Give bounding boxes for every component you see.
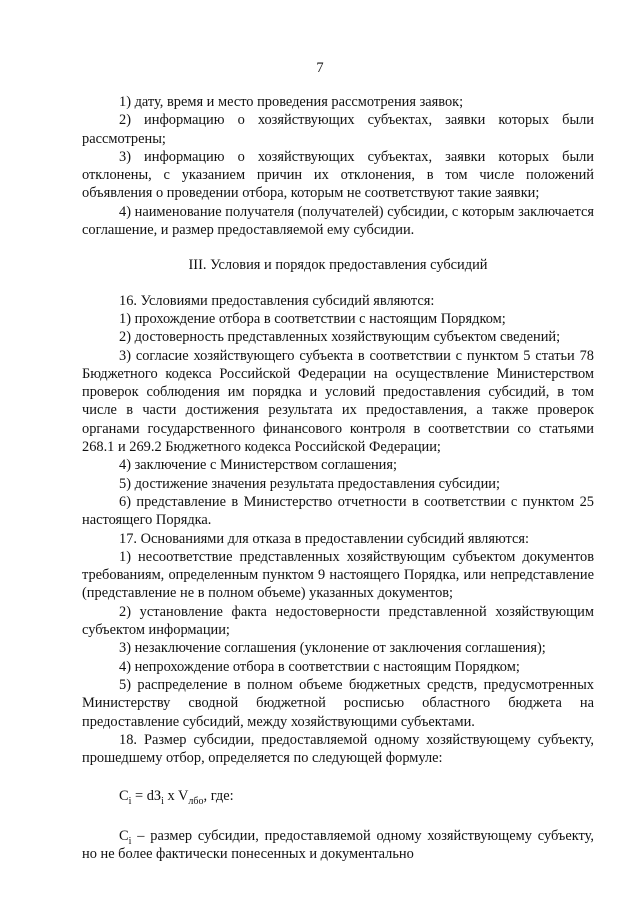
p16-item-1: 1) прохождение отбора в соответствии с настоящим Порядком; bbox=[119, 310, 506, 327]
p17-item-2: 2) установление факта недостоверности представленной хозяйствующим субъектом информации; bbox=[82, 603, 594, 639]
subsidy-formula bbox=[82, 787, 594, 808]
protocol-item-4: 4) наименование получателя (получателей) субсидии, с которым заключается соглашение, и размер предоставляемой ему субсидии. bbox=[82, 203, 594, 239]
page-number: 7 bbox=[316, 60, 324, 76]
p16-item-4: 4) заключение с Министерством соглашения; bbox=[119, 457, 397, 474]
ci-definition bbox=[82, 827, 594, 864]
p16-item-6: 6) представление в Министерство отчетности в соответствии с пунктом 25 настоящего Порядка. bbox=[82, 493, 594, 529]
protocol-item-3: 3) информацию о хозяйствующих субъектах, заявки которых были отклонены, с указанием причин их отклонения, в том числе положений объявления о проведении отбора, которым не соответствуют такие заявки; bbox=[82, 148, 594, 202]
p17-intro: 17. Основаниями для отказа в предоставлении субсидий являются: bbox=[119, 530, 529, 547]
p17-item-1: 1) несоответствие представленных хозяйствующим субъектом документов требованиям, определенным пунктом 9 настоящего Порядка, или непредставление (представление не в полном объеме) указанных документов; bbox=[82, 548, 594, 602]
formula-x: x V bbox=[163, 788, 189, 805]
p16-item-5: 5) достижение значения результата предоставления субсидии; bbox=[119, 475, 500, 492]
p18-text: 18. Размер субсидии, предоставляемой одному хозяйствующему субъекту, прошедшему отбор, определяется по следующей формуле: bbox=[82, 731, 594, 767]
p16-intro: 16. Условиями предоставления субсидий являются: bbox=[119, 292, 435, 309]
formula-c-sub: i bbox=[128, 796, 132, 808]
p17-item-5: 5) распределение в полном объеме бюджетных средств, предусмотренных Министерству сводной бюджетной росписью областного бюджета на предоставление субсидий, между хозяйствующими субъектами. bbox=[82, 676, 594, 730]
section-heading: III. Условия и порядок предоставления субсидий bbox=[188, 257, 488, 274]
document-body bbox=[82, 93, 594, 863]
p17-item-3: 3) незаключение соглашения (уклонение от заключения соглашения); bbox=[119, 640, 546, 657]
formula-dz-sub: i bbox=[161, 796, 164, 808]
p16-item-3: 3) согласие хозяйствующего субъекта в соответствии с пунктом 5 статьи 78 Бюджетного кодекса Российской Федерации на осуществление Министерством проверок соблюдения им порядка и условий предоставления субсидий, в том числе в части достижения результата их предоставления, а также проверок органами государственного финансового контроля в соответствии со статьями 268.1 и 269.2 Бюджетного кодекса Российской Федерации; bbox=[82, 347, 594, 456]
p16-item-2: 2) достоверность представленных хозяйствующим субъектом сведений; bbox=[119, 329, 561, 346]
ci-definition-text: – размер субсидии, предоставляемой одному хозяйствующему субъекту, но не более фактически понесенных и документально bbox=[82, 827, 594, 862]
ci-symbol-sub: i bbox=[128, 835, 132, 847]
p17-item-4: 4) непрохождение отбора в соответствии с настоящим Порядком; bbox=[119, 658, 520, 675]
protocol-item-2: 2) информацию о хозяйствующих субъектах, заявки которых были рассмотрены; bbox=[82, 112, 594, 147]
formula-tail: , где: bbox=[203, 788, 234, 805]
formula-v-sub: лбо bbox=[188, 796, 204, 808]
formula-c: C bbox=[119, 788, 129, 805]
ci-symbol: C bbox=[119, 827, 129, 844]
protocol-item-1: 1) дату, время и место проведения рассмотрения заявок; bbox=[119, 94, 464, 110]
formula-eq: = dЗ bbox=[131, 788, 162, 805]
